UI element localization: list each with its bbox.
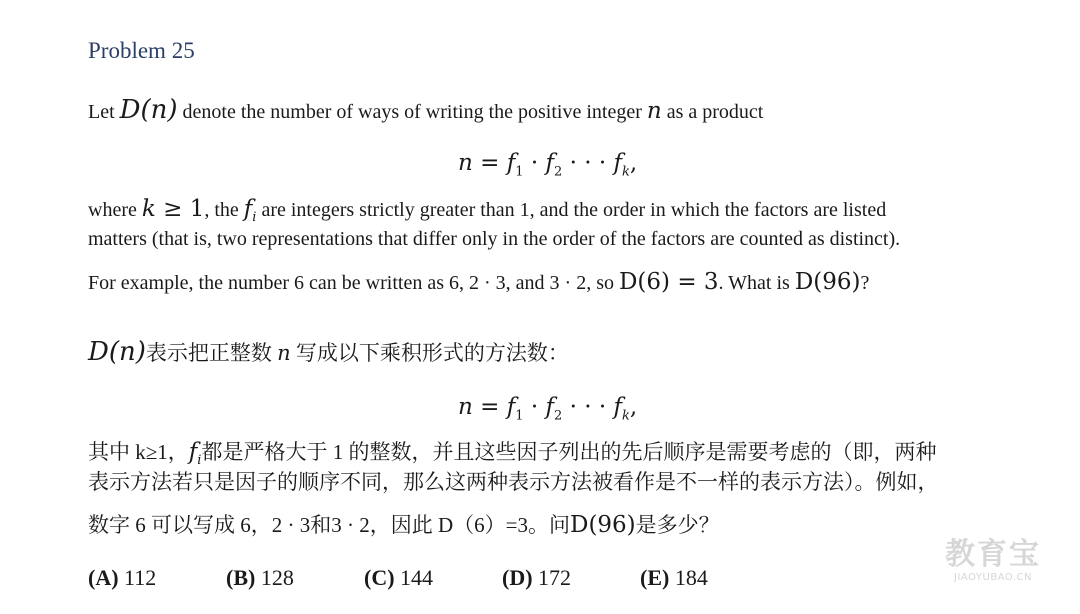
subscript: k (621, 408, 630, 424)
math-f: f (506, 150, 516, 176)
en-line-3 (88, 195, 886, 224)
math-n: n (458, 150, 473, 176)
text: 其中 k≥1， (88, 440, 189, 464)
text: 数字 6 可以写成 6，2 · 3和3 · 2，因此 D（6）=3。问 (88, 513, 570, 537)
math-n: n (277, 341, 291, 365)
text: 都是严格大于 1 的整数，并且这些因子列出的先后顺序是需要考虑的（即，两种 (201, 440, 937, 464)
choice-value: 112 (124, 565, 157, 590)
math-f: f (613, 150, 622, 176)
math-D96: D(96) (794, 269, 861, 295)
choice-e[interactable] (640, 565, 708, 591)
math-f: f (506, 394, 516, 420)
dot: · (523, 394, 546, 420)
choice-d[interactable] (502, 565, 640, 591)
cn-line-1 (88, 337, 569, 368)
math-f: f (545, 150, 554, 176)
comma: , (629, 394, 638, 420)
text: , the (204, 199, 244, 221)
math-D96: D(96) (570, 512, 636, 538)
math-n: n (458, 394, 473, 420)
math-geq-1: ≥ 1 (155, 196, 205, 222)
subscript: 1 (515, 408, 524, 424)
choice-c[interactable] (364, 565, 502, 591)
text: 写成以下乘积形式的方法数： (290, 341, 569, 365)
math-Dn: D(n) (88, 337, 146, 367)
text: 是多少？ (635, 513, 720, 537)
watermark-logo (945, 538, 1041, 583)
math-f: f (188, 439, 198, 465)
en-line-4: matters (that is, two representations that differ only in the order of the factors are counted as distinct). (88, 228, 901, 250)
text: as a product (661, 101, 764, 123)
math-f: f (613, 394, 622, 420)
cdots: · · · (562, 394, 614, 420)
choice-value: 184 (674, 565, 708, 590)
equals: = (472, 150, 507, 176)
text: . What is (718, 272, 795, 294)
dot: · (523, 150, 546, 176)
watermark-text: 教育宝 (945, 537, 1041, 572)
text: ? (860, 272, 870, 294)
text: For example, the number 6 can be written as 6, 2 · 3, and 3 · 2, so (88, 272, 619, 294)
choice-a[interactable] (88, 565, 226, 591)
choice-b[interactable] (226, 565, 364, 591)
subscript: 1 (515, 164, 524, 180)
choice-letter: (B) (226, 565, 256, 590)
product-equation (458, 150, 638, 180)
cn-line-4 (88, 510, 720, 540)
text: where (88, 199, 142, 221)
comma: , (629, 150, 638, 176)
text: Let (88, 101, 120, 123)
en-line-5 (88, 268, 869, 297)
choice-value: 144 (400, 565, 434, 590)
choice-value: 128 (260, 565, 294, 590)
subscript: i (197, 453, 202, 469)
text: denote the number of ways of writing the positive integer (177, 101, 647, 123)
choice-letter: (D) (502, 565, 533, 590)
math-f: f (243, 196, 253, 222)
text: are integers strictly greater than 1, and the order in which the factors are listed (256, 199, 887, 221)
subscript: 2 (553, 164, 563, 180)
choice-value: 172 (538, 565, 572, 590)
math-Dn: D(n) (119, 95, 178, 125)
problem-title: Problem 25 (88, 38, 195, 63)
subscript: 2 (553, 408, 563, 424)
answer-choices (88, 565, 708, 591)
en-line-1 (88, 96, 763, 126)
math-n: n (646, 98, 662, 124)
cn-line-3: 表示方法若只是因子的顺序不同，那么这两种表示方法被看作是不一样的表示方法）。例如， (88, 470, 939, 494)
choice-letter: (C) (364, 565, 395, 590)
choice-letter: (E) (640, 565, 670, 590)
subscript: k (621, 164, 630, 180)
cn-line-2 (88, 437, 936, 467)
product-equation-cn (458, 394, 638, 424)
choice-letter: (A) (88, 565, 119, 590)
subscript: i (252, 210, 257, 225)
math-k: k (141, 196, 156, 222)
math-D6: D(6) = 3 (618, 269, 719, 295)
math-f: f (545, 394, 554, 420)
cdots: · · · (562, 150, 614, 176)
watermark-url: JIAOYUBAO.CN (954, 572, 1032, 583)
equals: = (472, 394, 507, 420)
text: 表示把正整数 (145, 341, 278, 365)
